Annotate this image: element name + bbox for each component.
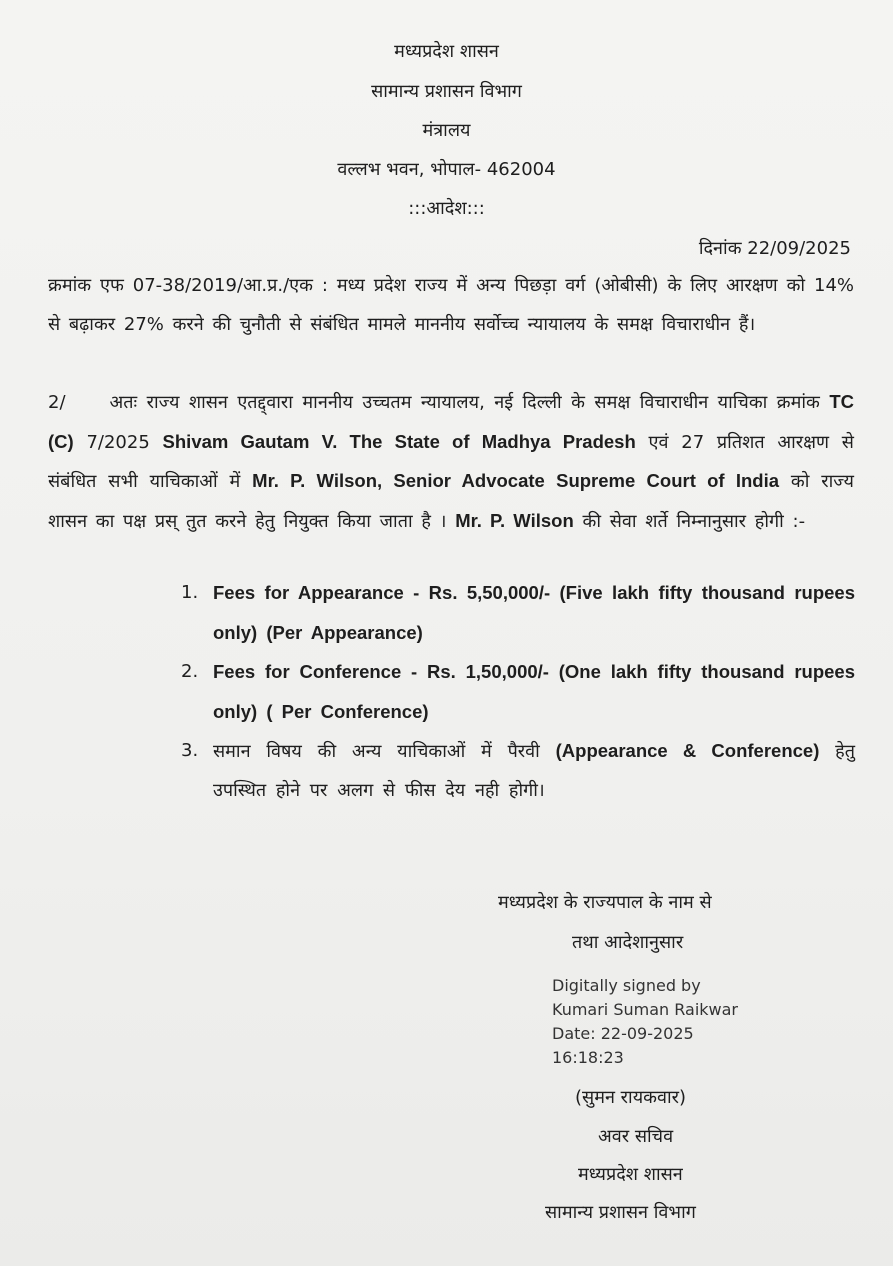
list-item-number: 1. — [181, 582, 199, 603]
paragraph-2-part-1: अतः राज्य शासन एतद्द्वारा माननीय उच्चतम न्यायालय, नई दिल्ली के समक्ष विचाराधीन याचिका क्रमांक — [109, 392, 820, 413]
list-item-number: 3. — [181, 740, 199, 761]
petition-number: 7/2025 — [86, 431, 150, 453]
paragraph-1-text: क्रमांक एफ 07-38/2019/आ.प्र./एक : मध्य प्रदेश राज्य में अन्य पिछड़ा वर्ग (ओबीसी) के लिए आरक्षण को 14% से बढ़ाकर 27% करने की चुनौती से संबंधित मामले माननीय सर्वोच्च न्यायालय के समक्ष विचाराधीन हैं। — [48, 275, 854, 335]
list-item-text-part-2: हेतु उपस्थित होने पर अलग से फीस देय नही होगी। — [213, 741, 855, 801]
signatory-organization: मध्यप्रदेश शासन — [578, 1164, 683, 1185]
signature-authority-line-1: मध्यप्रदेश के राज्यपाल के नाम से — [498, 892, 712, 913]
fee-terms-list — [175, 574, 855, 810]
signatory-designation: अवर सचिव — [598, 1126, 674, 1147]
header-address: वल्लभ भवन, भोपाल- 462004 — [337, 159, 556, 180]
list-item-number: 2. — [181, 661, 199, 682]
paragraph-2-part-3: को राज्य शासन का पक्ष प्रस् तुत करने हेतु नियुक्त किया जाता है । — [48, 471, 854, 532]
header-ministry: मंत्रालय — [422, 120, 471, 141]
header-department: सामान्य प्रशासन विभाग — [371, 81, 522, 102]
signature-authority-line-2: तथा आदेशानुसार — [572, 932, 684, 953]
order-date: दिनांक 22/09/2025 — [698, 238, 851, 259]
paragraph-2-part-4: की सेवा शर्ते निम्नानुसार होगी :- — [582, 510, 806, 532]
signatory-name: (सुमन रायकवार) — [575, 1087, 687, 1108]
advocate-short-name: Mr. P. Wilson — [455, 509, 574, 531]
order-heading: :::आदेश::: — [408, 198, 485, 219]
header-government: मध्यप्रदेश शासन — [394, 41, 499, 62]
petition-title: Shivam Gautam V. The State of Madhya Pradesh — [162, 430, 636, 452]
list-item — [175, 574, 855, 653]
paragraph-2-number: 2/ — [48, 392, 66, 413]
list-item-text: Fees for Appearance - Rs. 5,50,000/- (Five lakh fifty thousand rupees only) (Per Appearance) — [213, 582, 855, 643]
advocate-name: Mr. P. Wilson, Senior Advocate Supreme Court of India — [252, 470, 780, 491]
digital-signature-label: Digitally signed by — [552, 976, 701, 995]
signatory-department: सामान्य प्रशासन विभाग — [545, 1202, 696, 1223]
list-item — [175, 732, 855, 810]
list-item — [175, 653, 855, 732]
petition-case-type: TC (C) — [48, 391, 854, 452]
digital-signature-signer: Kumari Suman Raikwar — [552, 1000, 738, 1019]
list-item-text-part-1: समान विषय की अन्य याचिकाओं में पैरवी — [213, 741, 540, 762]
paragraph-2 — [48, 383, 854, 541]
paragraph-1 — [48, 267, 854, 344]
paragraph-2-text — [48, 383, 854, 541]
digital-signature-block — [552, 974, 738, 1070]
paragraph-2-part-2: एवं 27 प्रतिशत आरक्षण से संबंधित सभी याचिकाओं में — [48, 431, 854, 492]
list-item-text: Fees for Conference - Rs. 1,50,000/- (One lakh fifty thousand rupees only) ( Per Conference) — [213, 661, 855, 722]
digital-signature-time: 16:18:23 — [552, 1048, 624, 1067]
list-item-text-bold: (Appearance & Conference) — [555, 740, 820, 761]
digital-signature-date: Date: 22-09-2025 — [552, 1024, 694, 1043]
